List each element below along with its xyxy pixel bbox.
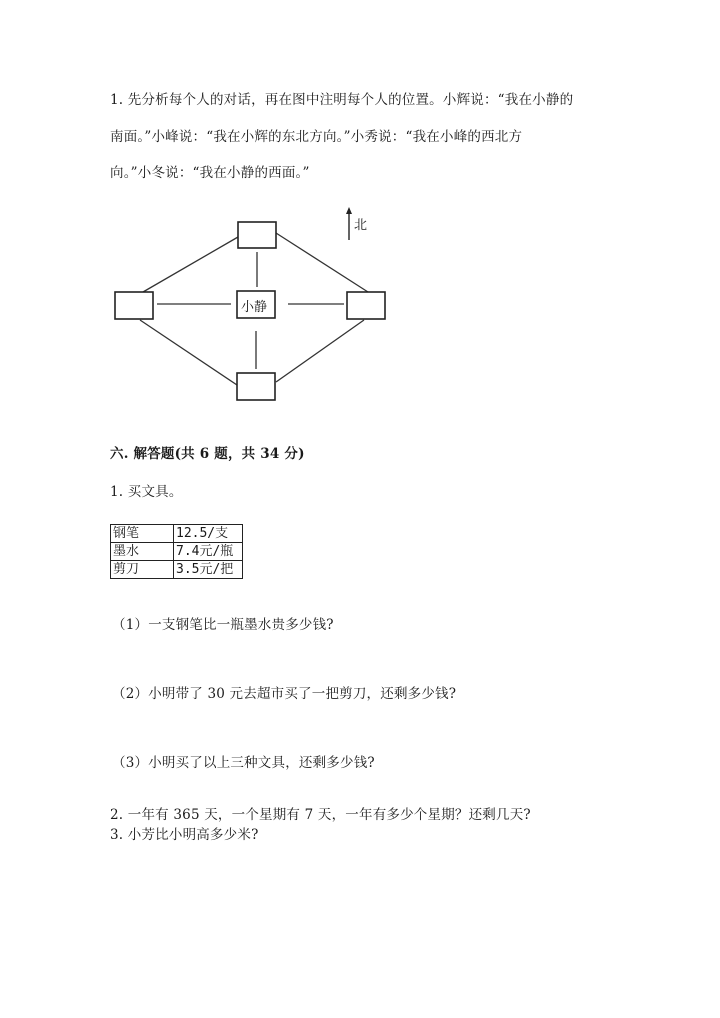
item-cell: 墨水 [111, 543, 174, 561]
direction-diagram [0, 0, 720, 420]
edge-bottom-left [140, 320, 237, 385]
question1-line-2: 南面。”小峰说：“我在小辉的东北方向。”小秀说：“我在小峰的西北方 [110, 129, 523, 145]
top-answer-box[interactable] [238, 222, 276, 248]
table-row [111, 543, 243, 561]
left-answer-box[interactable] [115, 292, 153, 319]
q1-title: 1. 买文具。 [110, 484, 183, 500]
item-cell: 剪刀 [111, 561, 174, 579]
sub-question-2: （2）小明带了 30 元去超市买了一把剪刀，还剩多少钱? [112, 686, 457, 702]
price-table [110, 524, 243, 579]
price-cell: 12.5/支 [174, 525, 243, 543]
sub-question-3: （3）小明买了以上三种文具，还剩多少钱? [112, 755, 375, 771]
center-label: 小静 [241, 300, 268, 315]
question1-line-3: 向。”小冬说：“我在小静的西面。” [110, 165, 310, 181]
sub-question-1: （1）一支钢笔比一瓶墨水贵多少钱? [112, 617, 334, 633]
question-3: 3. 小芳比小明高多少米? [110, 827, 259, 843]
table-row [111, 561, 243, 579]
question-2: 2. 一年有 365 天，一个星期有 7 天，一年有多少个星期？还剩几天? [110, 807, 531, 823]
right-answer-box[interactable] [347, 292, 385, 319]
question1-line-1: 1. 先分析每个人的对话，再在图中注明每个人的位置。小辉说：“我在小静的 [110, 92, 574, 108]
edge-top-right [276, 233, 368, 292]
bottom-answer-box[interactable] [237, 373, 275, 400]
north-arrow-icon [346, 207, 352, 240]
edge-bottom-right [276, 320, 364, 382]
edge-top-left [143, 237, 238, 292]
section-heading: 六. 解答题(共 6 题，共 34 分) [110, 446, 305, 462]
item-cell: 钢笔 [111, 525, 174, 543]
price-cell: 7.4元/瓶 [174, 543, 243, 561]
table-row [111, 525, 243, 543]
north-label: 北 [354, 218, 368, 233]
price-cell: 3.5元/把 [174, 561, 243, 579]
